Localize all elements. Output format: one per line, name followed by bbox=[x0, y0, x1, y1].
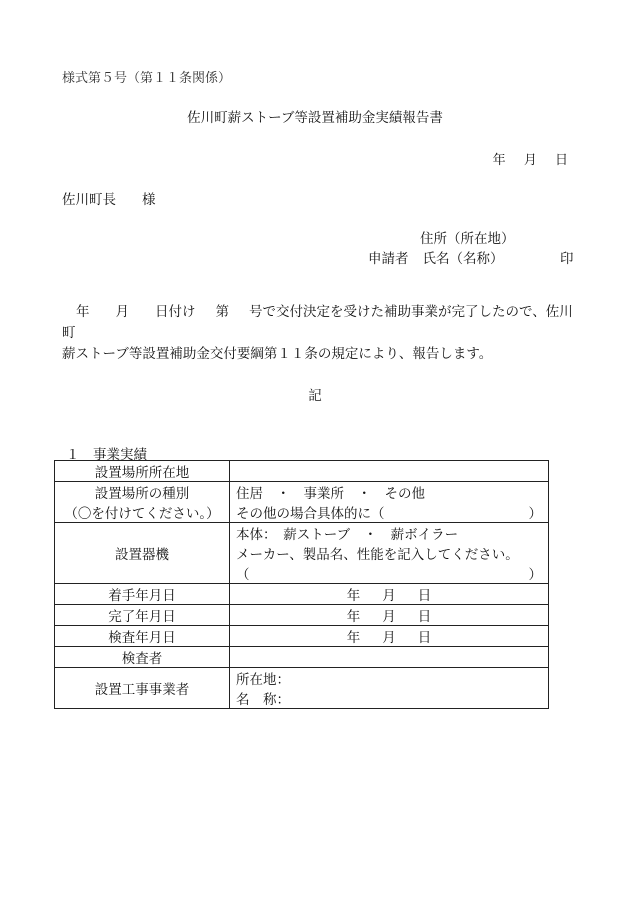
inspect-month: 月 bbox=[382, 630, 396, 646]
table-row bbox=[55, 626, 549, 647]
body-line1-rest: 号で交付決定を受けた補助事業が完了したので、佐川町 bbox=[62, 304, 573, 341]
seal-mark: 印 bbox=[560, 251, 574, 267]
inspector-label: 検査者 bbox=[55, 647, 230, 668]
applicant-role-label: 申請者 bbox=[368, 251, 409, 267]
applicant-address-label: 住所（所在地） bbox=[420, 231, 515, 247]
report-body bbox=[62, 302, 577, 365]
equipment-label: 設置器機 bbox=[55, 523, 230, 584]
achievement-table bbox=[54, 460, 549, 709]
equipment-value-cell[interactable] bbox=[230, 523, 549, 584]
equipment-close-paren: ） bbox=[528, 567, 542, 583]
inspect-date-label: 検査年月日 bbox=[55, 626, 230, 647]
body-line2: 薪ストーブ等設置補助金交付要綱第１１条の規定により、報告します。 bbox=[62, 346, 493, 362]
body-year: 年 bbox=[76, 304, 90, 320]
contractor-name-label: 名 称： bbox=[236, 692, 290, 708]
table-row bbox=[55, 668, 549, 709]
form-number: 様式第５号（第１１条関係） bbox=[62, 71, 232, 86]
type-label-note: （〇を付けてください。） bbox=[64, 506, 220, 522]
location-label: 設置場所所在地 bbox=[55, 461, 230, 482]
addressee bbox=[62, 188, 156, 208]
equipment-detail-line bbox=[236, 563, 542, 583]
applicant-name-line bbox=[368, 247, 504, 267]
contractor-location-label: 所在地： bbox=[236, 672, 290, 688]
type-other-label: その他の場合具体的に（ bbox=[236, 506, 385, 522]
type-label: 設置場所の種別 bbox=[94, 486, 190, 502]
equipment-open-paren: （ bbox=[236, 567, 250, 583]
start-date-cell[interactable] bbox=[230, 584, 549, 605]
complete-date-label: 完了年月日 bbox=[55, 605, 230, 626]
report-date bbox=[479, 149, 568, 168]
type-other-close: ） bbox=[528, 506, 542, 522]
document-title: 佐川町薪ストーブ等設置補助金実績報告書 bbox=[187, 110, 443, 126]
addressee-honorific: 様 bbox=[142, 192, 156, 208]
section-title: １ 事業実績 bbox=[66, 447, 147, 463]
type-options: 住居 ・ 事業所 ・ その他 bbox=[236, 486, 425, 502]
type-label-cell bbox=[55, 482, 230, 523]
start-date-label: 着手年月日 bbox=[55, 584, 230, 605]
body-dai: 第 bbox=[215, 304, 229, 320]
start-month: 月 bbox=[382, 588, 396, 604]
table-row bbox=[55, 461, 549, 482]
table-row bbox=[55, 523, 549, 584]
inspect-date-cell[interactable] bbox=[230, 626, 549, 647]
addressee-name: 佐川町長 bbox=[62, 192, 116, 208]
table-row bbox=[55, 482, 549, 523]
contractor-value-cell[interactable] bbox=[230, 668, 549, 709]
body-dated: 日付け bbox=[155, 304, 196, 320]
complete-year: 年 bbox=[346, 609, 361, 625]
type-value-cell[interactable] bbox=[230, 482, 549, 523]
table-row bbox=[55, 647, 549, 668]
type-other-line bbox=[236, 502, 542, 522]
applicant-name-label: 氏名（名称） bbox=[422, 251, 504, 267]
location-value-cell[interactable] bbox=[230, 461, 549, 482]
complete-date-cell[interactable] bbox=[230, 605, 549, 626]
body-month: 月 bbox=[115, 304, 129, 320]
date-month: 月 bbox=[523, 153, 537, 168]
date-day: 日 bbox=[554, 153, 568, 168]
start-day: 日 bbox=[417, 588, 432, 604]
table-row bbox=[55, 584, 549, 605]
ki-heading: 記 bbox=[308, 388, 322, 404]
contractor-label: 設置工事事業者 bbox=[55, 668, 230, 709]
complete-month: 月 bbox=[382, 609, 396, 625]
equipment-instruction: メーカー、製品名、性能を記入してください。 bbox=[236, 547, 519, 563]
equipment-options: 本体： 薪ストーブ ・ 薪ボイラー bbox=[236, 527, 459, 543]
date-year: 年 bbox=[492, 153, 506, 168]
inspector-value-cell[interactable] bbox=[230, 647, 549, 668]
inspect-day: 日 bbox=[417, 630, 432, 646]
complete-day: 日 bbox=[417, 609, 432, 625]
inspect-year: 年 bbox=[346, 630, 361, 646]
table-row bbox=[55, 605, 549, 626]
start-year: 年 bbox=[346, 588, 361, 604]
